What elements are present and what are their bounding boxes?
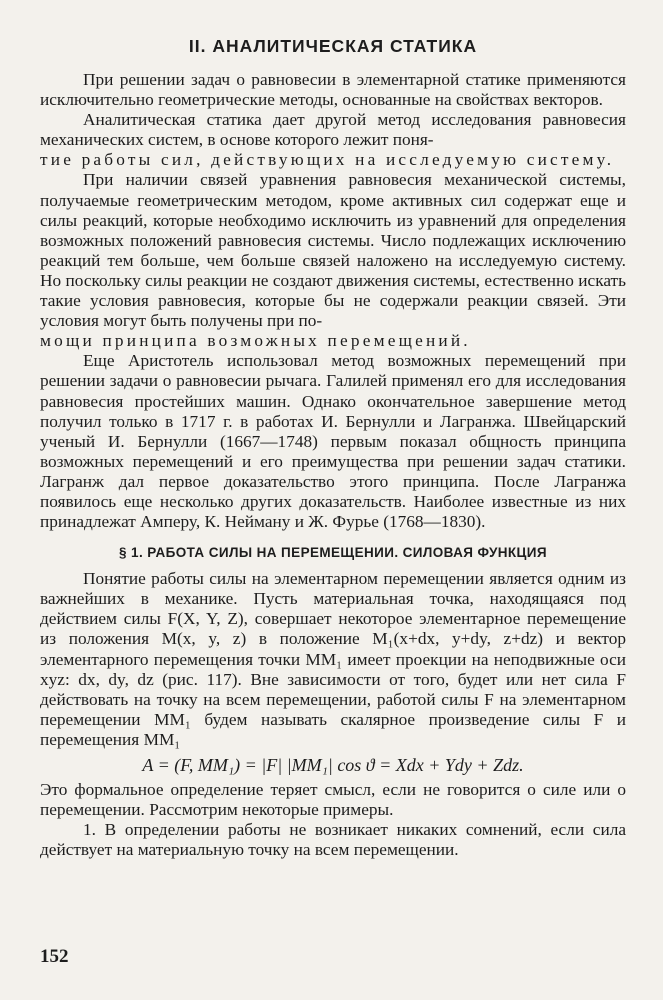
paragraph-3: При наличии связей уравнения равновесия механической системы, получаемые геометрическим методом, кроме активных сил содержат еще и силы реакций, которые необходимо исключить из уравнений для определения возможных положений равновесия системы. Число подлежащих исключению реакций тем больше, чем больше связей наложено на исследуемую систему. Но поскольку силы реакции не создают движения системы, естественно искать такие условия равновесия, которые бы не содержали реакции связей. Эти условия могут быть получены при по- <box>40 170 626 331</box>
chapter-title: II. АНАЛИТИЧЕСКАЯ СТАТИКА <box>188 36 478 56</box>
paragraph-3-spaced <box>40 331 626 351</box>
page-number: 152 <box>40 946 69 967</box>
last-paragraph: 1. В определении работы не возникает никаких сомнений, если сила действует на материальную точку на всем перемещении. <box>40 820 626 860</box>
spaced-text-2: мощи принципа возможных перемещений. <box>40 331 471 351</box>
paragraph-4: Еще Аристотель использовал метод возможных перемещений при решении задачи о равновесии рычага. Галилей применял его для исследования равновесия простейших машин. Однако окончательное завершение метод получил только в 1717 г. в работах И. Бернулли и Лагранжа. Швейцарский ученый И. Бернулли (1667—1748) первым показал общность принципа возможных перемещений и его преимущества при решении задач статики. Лагранж дал первое доказательство этого принципа. После Лагранжа появилось еще несколько других доказательств. Наиболее известные из них принадлежат Амперу, К. Нейману и Ж. Фурье (1768—1830). <box>40 351 626 532</box>
spaced-text: тие работы сил, действующих на исследуемую систему. <box>40 150 615 170</box>
page-body <box>40 36 626 860</box>
paragraph-2-spaced <box>40 150 626 170</box>
paragraph-2: Аналитическая статика дает другой метод исследования равновесия механических систем, в основе которого лежит поня- <box>40 110 626 150</box>
section-title: § 1. РАБОТА СИЛЫ НА ПЕРЕМЕЩЕНИИ. СИЛОВАЯ ФУНКЦИЯ <box>118 545 548 561</box>
paragraph-1: При решении задач о равновесии в элементарной статике применяются исключительно геометрические методы, основанные на свойствах векторов. <box>40 70 626 110</box>
work-formula: A = (F, MM₁) = |F| |MM₁| cos ϑ = Xdx + Ydy + Zdz. <box>142 755 524 775</box>
section-paragraph: Понятие работы силы на элементарном перемещении является одним из важнейших в механике. Пусть материальная точка, находящаяся под действием силы F(X, Y, Z), совершает некоторое элементарное перемещение из положения M(x, y, z) в положение M₁(x+dx, y+dy, z+dz) и вектор элементарного перемещения точки MM₁ имеет проекции на неподвижные оси xyz: dx, dy, dz (рис. 117). Вне зависимости от того, будет или нет сила F действовать на точку на всем перемещении, работой силы F на элементарном перемещении MM₁ будем называть скалярное произведение силы F и перемещения MM₁ <box>40 569 626 749</box>
after-formula-paragraph: Это формальное определение теряет смысл, если не говорится о силе или о перемещении. Рассмотрим некоторые примеры. <box>40 780 626 820</box>
